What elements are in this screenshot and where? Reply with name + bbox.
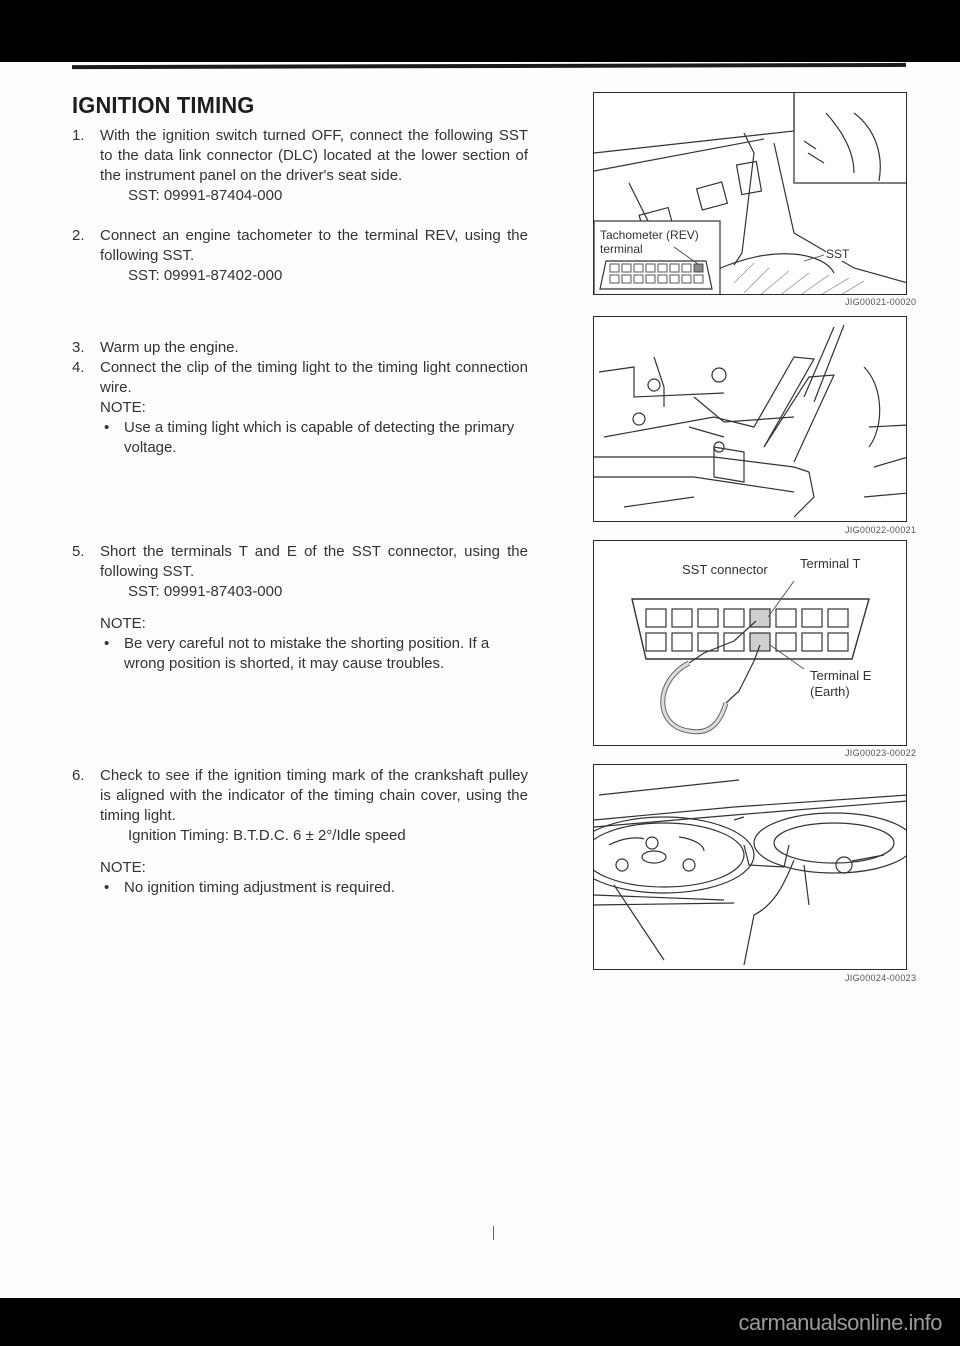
step-3 <box>72 338 528 358</box>
step-text: Short the terminals T and E of the SST connector, using the following SST. <box>100 543 528 580</box>
figure-dlc-location <box>593 92 907 295</box>
step-text: Connect an engine tachometer to the terminal REV, using the following SST. <box>100 227 528 264</box>
figure-timing-light-clip <box>593 316 907 522</box>
label-terminal-t: Terminal T <box>800 556 861 571</box>
note-label: NOTE: <box>100 399 146 416</box>
step-number: 3. <box>72 339 85 356</box>
timing-light-clip-illustration <box>594 317 907 522</box>
step-text: Warm up the engine. <box>100 339 239 356</box>
figure-caption: JIG00024-00023 <box>845 973 917 983</box>
sst-number: SST: 09991-87403-000 <box>128 583 283 600</box>
sst-number: SST: 09991-87402-000 <box>128 267 283 284</box>
label-tachometer-rev: Tachometer (REV) <box>600 228 699 242</box>
step-text: Check to see if the ignition timing mark of the crankshaft pulley is aligned with the indicator of the timing chain cover, using the timing light. <box>100 767 528 824</box>
step-6 <box>72 766 528 898</box>
figure-caption: JIG00023-00022 <box>845 748 917 758</box>
note-label: NOTE: <box>100 615 146 632</box>
figure-caption: JIG00022-00021 <box>845 525 917 535</box>
step-number: 2. <box>72 227 85 244</box>
note-label: NOTE: <box>100 859 146 876</box>
label-sst: SST <box>826 247 850 261</box>
dlc-location-illustration <box>594 93 907 295</box>
note-bullet: • Be very careful not to mistake the shorting position. If a wrong position is shorted, it may cause troubles. <box>100 634 528 674</box>
step-5 <box>72 542 528 674</box>
sst-number: SST: 09991-87404-000 <box>128 187 283 204</box>
step-1 <box>72 126 528 206</box>
label-sst-connector: SST connector <box>682 562 768 577</box>
figure-caption: JIG00021-00020 <box>845 297 917 307</box>
figure-crankshaft-pulley <box>593 764 907 970</box>
step-number: 5. <box>72 543 85 560</box>
step-4 <box>72 358 528 458</box>
note-bullet: • Use a timing light which is capable of detecting the primary voltage. <box>100 418 528 458</box>
label-earth: (Earth) <box>810 684 850 699</box>
top-black-bar <box>0 0 960 62</box>
site-watermark: carmanualsonline.info <box>738 1310 942 1335</box>
crankshaft-pulley-illustration <box>594 765 907 970</box>
step-number: 4. <box>72 359 85 376</box>
label-terminal-e: Terminal E <box>810 668 872 683</box>
step-2 <box>72 226 528 286</box>
figure-sst-connector <box>593 540 907 746</box>
label-terminal: terminal <box>600 242 643 256</box>
page-title: IGNITION TIMING <box>72 92 255 118</box>
page-number-mark <box>493 1226 494 1240</box>
step-text: With the ignition switch turned OFF, connect the following SST to the data link connector (DLC) located at the lower section of the instrument panel on the driver's seat side. <box>100 127 528 184</box>
step-text: Connect the clip of the timing light to the timing light connection wire. <box>100 359 528 396</box>
step-number: 6. <box>72 767 85 784</box>
step-number: 1. <box>72 127 85 144</box>
ignition-timing-spec: Ignition Timing: B.T.D.C. 6 ± 2°/Idle speed <box>128 827 406 844</box>
note-bullet: • No ignition timing adjustment is required. <box>100 878 528 898</box>
